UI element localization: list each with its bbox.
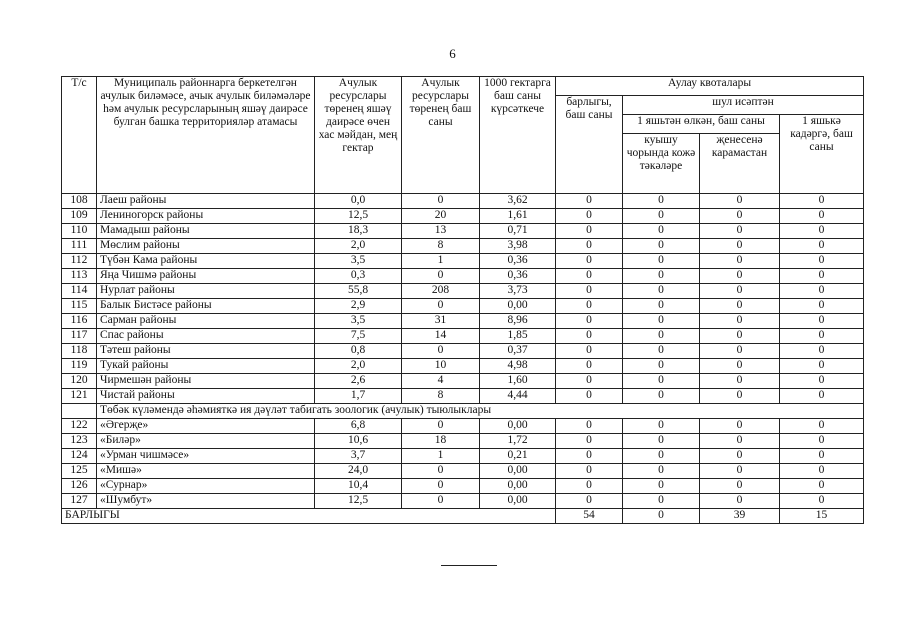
cell-area: 6,8	[315, 419, 402, 434]
cell-q2: 0	[623, 194, 700, 209]
cell-density: 3,73	[480, 284, 556, 299]
cell-q4: 0	[780, 329, 864, 344]
cell-q4: 0	[780, 299, 864, 314]
section-title: Төбәк күләмендә әһәмияткә ия дәүләт табигать зоологик (ачулык) тыюлыклары	[97, 404, 864, 419]
table-row	[62, 434, 864, 449]
cell-q1: 0	[556, 269, 623, 284]
cell-q4: 0	[780, 224, 864, 239]
cell-q1: 0	[556, 209, 623, 224]
cell-name: Тукай районы	[97, 359, 315, 374]
cell-q1: 0	[556, 479, 623, 494]
cell-q1: 0	[556, 374, 623, 389]
table-row	[62, 194, 864, 209]
cell-count: 10	[402, 359, 480, 374]
quota-table	[61, 76, 864, 524]
header-no-sex: җенесенә карамастан	[700, 134, 780, 194]
cell-q1: 0	[556, 464, 623, 479]
cell-name: «Әгерҗе»	[97, 419, 315, 434]
cell-density: 0,00	[480, 464, 556, 479]
table-row	[62, 224, 864, 239]
cell-count: 0	[402, 464, 480, 479]
cell-density: 0,00	[480, 419, 556, 434]
cell-q2: 0	[623, 269, 700, 284]
cell-no: 125	[62, 464, 97, 479]
cell-q4: 0	[780, 314, 864, 329]
cell-count: 1	[402, 449, 480, 464]
header-area: Ачулык ресурслары төренең яшәү даирәсе өчен хас мәйдан, мең гектар	[315, 77, 402, 194]
cell-area: 3,7	[315, 449, 402, 464]
cell-area: 10,4	[315, 479, 402, 494]
cell-count: 0	[402, 299, 480, 314]
cell-no: 112	[62, 254, 97, 269]
cell-q2: 0	[623, 434, 700, 449]
cell-q3: 0	[700, 434, 780, 449]
cell-q3: 0	[700, 299, 780, 314]
cell-q2: 0	[623, 359, 700, 374]
cell-no: 126	[62, 479, 97, 494]
table-row	[62, 389, 864, 404]
cell-q3: 0	[700, 329, 780, 344]
table-row	[62, 359, 864, 374]
table-row	[62, 449, 864, 464]
cell-q4: 0	[780, 434, 864, 449]
cell-area: 0,0	[315, 194, 402, 209]
header-no: Т/с	[62, 77, 97, 194]
table-row	[62, 374, 864, 389]
cell-q4: 0	[780, 284, 864, 299]
cell-name: Тәтеш районы	[97, 344, 315, 359]
cell-name: «Урман чишмәсе»	[97, 449, 315, 464]
cell-no: 122	[62, 419, 97, 434]
header-name: Муниципаль районнарга беркетелгән ачулык биләмәсе, ачык ачулык биләмәләре һәм ачулык ресурсларының яшәү даирәсе булган башка территорияләр атамасы	[97, 77, 315, 194]
cell-q4: 0	[780, 419, 864, 434]
cell-q2: 0	[623, 254, 700, 269]
cell-q2: 0	[623, 284, 700, 299]
table-row	[62, 344, 864, 359]
cell-name: Лаеш районы	[97, 194, 315, 209]
page-number: 6	[449, 46, 456, 61]
cell-q4: 0	[780, 344, 864, 359]
cell-q2: 0	[623, 479, 700, 494]
end-divider	[441, 565, 497, 566]
cell-name: Нурлат районы	[97, 284, 315, 299]
table-row	[62, 239, 864, 254]
cell-no: 113	[62, 269, 97, 284]
table-row	[62, 254, 864, 269]
cell-q2: 0	[623, 419, 700, 434]
cell-area: 7,5	[315, 329, 402, 344]
cell-q3: 0	[700, 269, 780, 284]
cell-no: 109	[62, 209, 97, 224]
cell-q4: 0	[780, 359, 864, 374]
cell-density: 0,00	[480, 494, 556, 509]
cell-density: 0,37	[480, 344, 556, 359]
cell-area: 3,5	[315, 254, 402, 269]
cell-q1: 0	[556, 284, 623, 299]
cell-q3: 0	[700, 224, 780, 239]
cell-name: «Шумбут»	[97, 494, 315, 509]
cell-q1: 0	[556, 314, 623, 329]
cell-density: 3,62	[480, 194, 556, 209]
cell-area: 2,9	[315, 299, 402, 314]
cell-density: 8,96	[480, 314, 556, 329]
cell-q1: 0	[556, 419, 623, 434]
cell-area: 0,8	[315, 344, 402, 359]
cell-name: Мөслим районы	[97, 239, 315, 254]
cell-q1: 0	[556, 359, 623, 374]
cell-name: Чистай районы	[97, 389, 315, 404]
header-quota-total: барлыгы, баш саны	[556, 96, 623, 194]
cell-no: 120	[62, 374, 97, 389]
cell-name: Лениногорск районы	[97, 209, 315, 224]
reserve-rows	[62, 419, 864, 509]
cell-no: 124	[62, 449, 97, 464]
total-q3: 39	[700, 509, 780, 524]
cell-area: 3,5	[315, 314, 402, 329]
cell-no: 123	[62, 434, 97, 449]
cell-q3: 0	[700, 254, 780, 269]
cell-q1: 0	[556, 254, 623, 269]
cell-area: 1,7	[315, 389, 402, 404]
cell-density: 1,85	[480, 329, 556, 344]
cell-q2: 0	[623, 344, 700, 359]
cell-no: 119	[62, 359, 97, 374]
district-rows	[62, 194, 864, 404]
header-young: 1 яшькә кадәргә, баш саны	[780, 115, 864, 194]
cell-no: 121	[62, 389, 97, 404]
cell-name: «Сурнар»	[97, 479, 315, 494]
cell-area: 2,0	[315, 359, 402, 374]
cell-q3: 0	[700, 389, 780, 404]
cell-q1: 0	[556, 434, 623, 449]
cell-q3: 0	[700, 419, 780, 434]
cell-density: 0,71	[480, 224, 556, 239]
cell-q4: 0	[780, 479, 864, 494]
header-density: 1000 гектарга баш саны күрсәткече	[480, 77, 556, 194]
cell-no: 117	[62, 329, 97, 344]
cell-q4: 0	[780, 449, 864, 464]
cell-q4: 0	[780, 209, 864, 224]
cell-area: 12,5	[315, 209, 402, 224]
cell-density: 0,00	[480, 479, 556, 494]
cell-q1: 0	[556, 329, 623, 344]
cell-no: 116	[62, 314, 97, 329]
cell-count: 13	[402, 224, 480, 239]
cell-q3: 0	[700, 479, 780, 494]
header-older: 1 яшьтән өлкән, баш саны	[623, 115, 780, 134]
cell-q1: 0	[556, 494, 623, 509]
cell-no: 108	[62, 194, 97, 209]
header-including: шул исәптән	[623, 96, 864, 115]
cell-q4: 0	[780, 194, 864, 209]
cell-count: 0	[402, 344, 480, 359]
total-label: БАРЛЫГЫ	[62, 509, 556, 524]
table-row	[62, 464, 864, 479]
table-row	[62, 329, 864, 344]
cell-density: 4,98	[480, 359, 556, 374]
cell-q3: 0	[700, 194, 780, 209]
cell-q3: 0	[700, 464, 780, 479]
cell-q3: 0	[700, 449, 780, 464]
cell-q1: 0	[556, 224, 623, 239]
cell-q2: 0	[623, 209, 700, 224]
table-row	[62, 314, 864, 329]
table-row	[62, 299, 864, 314]
cell-count: 20	[402, 209, 480, 224]
table-row	[62, 284, 864, 299]
cell-density: 1,61	[480, 209, 556, 224]
cell-area: 10,6	[315, 434, 402, 449]
cell-name: Балык Бистәсе районы	[97, 299, 315, 314]
cell-count: 0	[402, 419, 480, 434]
cell-q1: 0	[556, 344, 623, 359]
cell-density: 0,00	[480, 299, 556, 314]
cell-name: «Биләр»	[97, 434, 315, 449]
cell-count: 14	[402, 329, 480, 344]
cell-density: 4,44	[480, 389, 556, 404]
cell-q3: 0	[700, 239, 780, 254]
cell-q4: 0	[780, 239, 864, 254]
cell-name: «Мишә»	[97, 464, 315, 479]
cell-q2: 0	[623, 449, 700, 464]
cell-q3: 0	[700, 209, 780, 224]
cell-count: 31	[402, 314, 480, 329]
cell-no: 118	[62, 344, 97, 359]
cell-no: 114	[62, 284, 97, 299]
cell-no: 127	[62, 494, 97, 509]
header-adult-males: куышу чорында кожә тәкәләре	[623, 134, 700, 194]
cell-area: 55,8	[315, 284, 402, 299]
cell-q3: 0	[700, 344, 780, 359]
cell-count: 0	[402, 194, 480, 209]
cell-q3: 0	[700, 494, 780, 509]
cell-count: 1	[402, 254, 480, 269]
cell-area: 24,0	[315, 464, 402, 479]
cell-density: 0,21	[480, 449, 556, 464]
cell-count: 8	[402, 239, 480, 254]
cell-name: Мамадыш районы	[97, 224, 315, 239]
header-count: Ачулык ресурслары төренең баш саны	[402, 77, 480, 194]
cell-q2: 0	[623, 314, 700, 329]
cell-q3: 0	[700, 359, 780, 374]
total-q1: 54	[556, 509, 623, 524]
cell-q2: 0	[623, 389, 700, 404]
cell-area: 12,5	[315, 494, 402, 509]
cell-q3: 0	[700, 314, 780, 329]
total-q4: 15	[780, 509, 864, 524]
cell-q1: 0	[556, 389, 623, 404]
cell-count: 0	[402, 494, 480, 509]
cell-density: 1,60	[480, 374, 556, 389]
cell-density: 3,98	[480, 239, 556, 254]
cell-name: Яңа Чишмә районы	[97, 269, 315, 284]
cell-density: 0,36	[480, 269, 556, 284]
cell-no: 115	[62, 299, 97, 314]
cell-name: Түбән Кама районы	[97, 254, 315, 269]
cell-q2: 0	[623, 224, 700, 239]
cell-count: 4	[402, 374, 480, 389]
table-row	[62, 479, 864, 494]
cell-name: Спас районы	[97, 329, 315, 344]
cell-density: 1,72	[480, 434, 556, 449]
cell-no: 110	[62, 224, 97, 239]
cell-area: 18,3	[315, 224, 402, 239]
cell-q3: 0	[700, 284, 780, 299]
cell-q4: 0	[780, 254, 864, 269]
cell-count: 0	[402, 479, 480, 494]
cell-q4: 0	[780, 464, 864, 479]
header-quota: Аулау квоталары	[556, 77, 864, 96]
cell-area: 2,0	[315, 239, 402, 254]
cell-q2: 0	[623, 239, 700, 254]
cell-q1: 0	[556, 299, 623, 314]
cell-q4: 0	[780, 374, 864, 389]
cell-q2: 0	[623, 329, 700, 344]
cell-q2: 0	[623, 494, 700, 509]
cell-name: Сарман районы	[97, 314, 315, 329]
cell-count: 0	[402, 269, 480, 284]
cell-q4: 0	[780, 389, 864, 404]
cell-area: 2,6	[315, 374, 402, 389]
cell-q1: 0	[556, 194, 623, 209]
cell-q1: 0	[556, 449, 623, 464]
cell-area: 0,3	[315, 269, 402, 284]
table-row	[62, 494, 864, 509]
section-spacer	[62, 404, 97, 419]
table-row	[62, 209, 864, 224]
cell-q2: 0	[623, 464, 700, 479]
cell-q3: 0	[700, 374, 780, 389]
cell-q1: 0	[556, 239, 623, 254]
total-q2: 0	[623, 509, 700, 524]
cell-count: 8	[402, 389, 480, 404]
table-row	[62, 269, 864, 284]
cell-name: Чирмешән районы	[97, 374, 315, 389]
cell-count: 208	[402, 284, 480, 299]
cell-count: 18	[402, 434, 480, 449]
table-row	[62, 419, 864, 434]
cell-q4: 0	[780, 494, 864, 509]
cell-q2: 0	[623, 299, 700, 314]
cell-q2: 0	[623, 374, 700, 389]
cell-q4: 0	[780, 269, 864, 284]
cell-no: 111	[62, 239, 97, 254]
cell-density: 0,36	[480, 254, 556, 269]
